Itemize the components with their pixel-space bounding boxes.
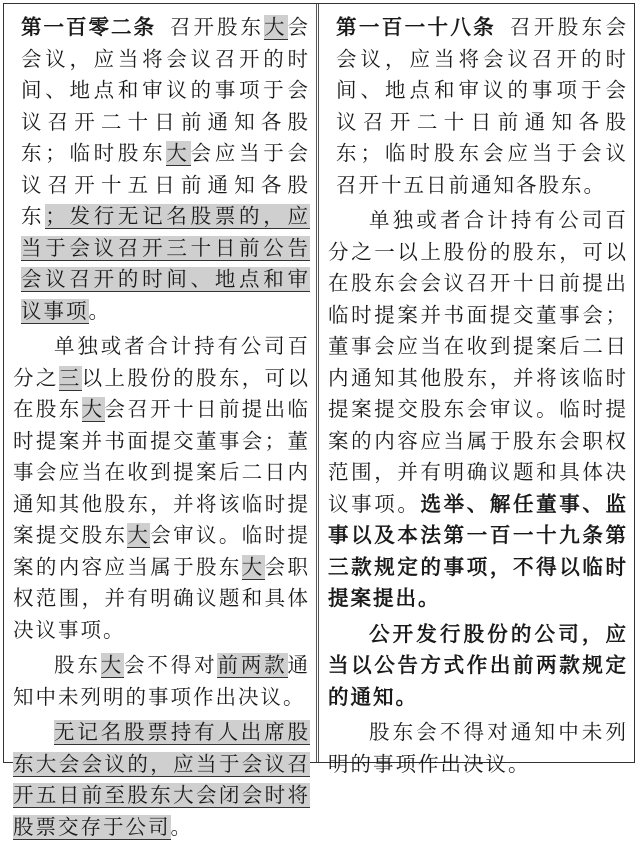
article-118-paragraph-4 (328, 717, 628, 780)
text: 以上股份的股东，可以在股东 (13, 365, 310, 421)
text: 单独或者合计持有公司百分之一以上股份的股东，可以在股东会会议召开十日前提出临时提案并书面提交董事会；董事会应当在收到提案后二日内通知其他股东，并将该临时提案提交股东会审议。临时提案的内容应当属于股东会职权范围，并有明确议题和具体决议事项。 (328, 208, 628, 516)
text: 会应当于会议召开十五日前通知各股东 (21, 141, 311, 228)
deleted-text: 大 (166, 141, 191, 165)
article-title: 第一百一十八条 (336, 15, 497, 39)
deleted-text: 大 (127, 523, 151, 547)
added-text: 选举、解任董事、监事以及本法第一百一十九条第三款规定的事项，不得以临时提案提出。 (328, 491, 628, 610)
new-law-column (319, 4, 634, 776)
text: 股东 (54, 653, 101, 677)
text: 股东会不得对通知中未列明的事项作出决议。 (328, 720, 628, 776)
old-law-column (4, 4, 319, 839)
text: 召开股东会会议，应当将会议召开的时间、地点和审议的事项于会议召开二十日前通知各股东；临时股东会应当于会议召开十五日前通知各股东。 (336, 15, 629, 197)
deleted-text: 无记名股票持有人出席股东大会会议的，应当于会议召开五日前至股东大会闭会时将股票交存于公司 (13, 720, 310, 839)
text: 会召开十日前提出临时提案并书面提交董事会；董事会应当在收到提案后二日内通知其他股东，并将该临时提案提交股东 (13, 397, 310, 547)
article-118-paragraph-3 (328, 619, 628, 714)
text: 通知中未列明的事项作出决议。 (13, 653, 311, 709)
deleted-text: 大 (264, 15, 288, 39)
text: 。 (88, 298, 111, 323)
text: 单独或者合计持有公司百分之 (13, 334, 310, 390)
deleted-text: 前两款 (217, 653, 288, 677)
comparison-table (3, 3, 635, 839)
text: 会不得对 (124, 653, 218, 677)
text: 会审议。临时提案的内容应当属于股东 (13, 523, 310, 579)
text: 。 (170, 814, 193, 839)
deleted-text: 大 (100, 653, 125, 677)
text: 会职权范围，并有明确议题和具体决议事项。 (13, 554, 310, 642)
article-102-paragraph-1 (13, 12, 310, 327)
article-102-paragraph-2 (13, 331, 310, 646)
deleted-text: 大 (241, 554, 265, 579)
article-102-paragraph-3 (13, 650, 310, 713)
text: 召开股东 (170, 15, 264, 39)
article-102-paragraph-4 (13, 717, 310, 843)
article-118-paragraph-1 (328, 12, 628, 201)
deleted-text: ；发行无记名股票的，应当于会议召开三十日前公告会议召开的时间、地点和审议事项 (21, 204, 311, 323)
article-title: 第一百零二条 (21, 15, 156, 39)
deleted-text: 大 (81, 397, 105, 421)
text: 会会议，应当将会议召开的时间、地点和审议的事项于会议召开二十日前通知各股东；临时股东 (21, 15, 310, 165)
article-118-paragraph-2 (328, 205, 628, 615)
deleted-text: 三 (58, 365, 82, 390)
added-text: 公开发行股份的公司，应当以公告方式作出前两款规定的通知。 (328, 621, 628, 709)
